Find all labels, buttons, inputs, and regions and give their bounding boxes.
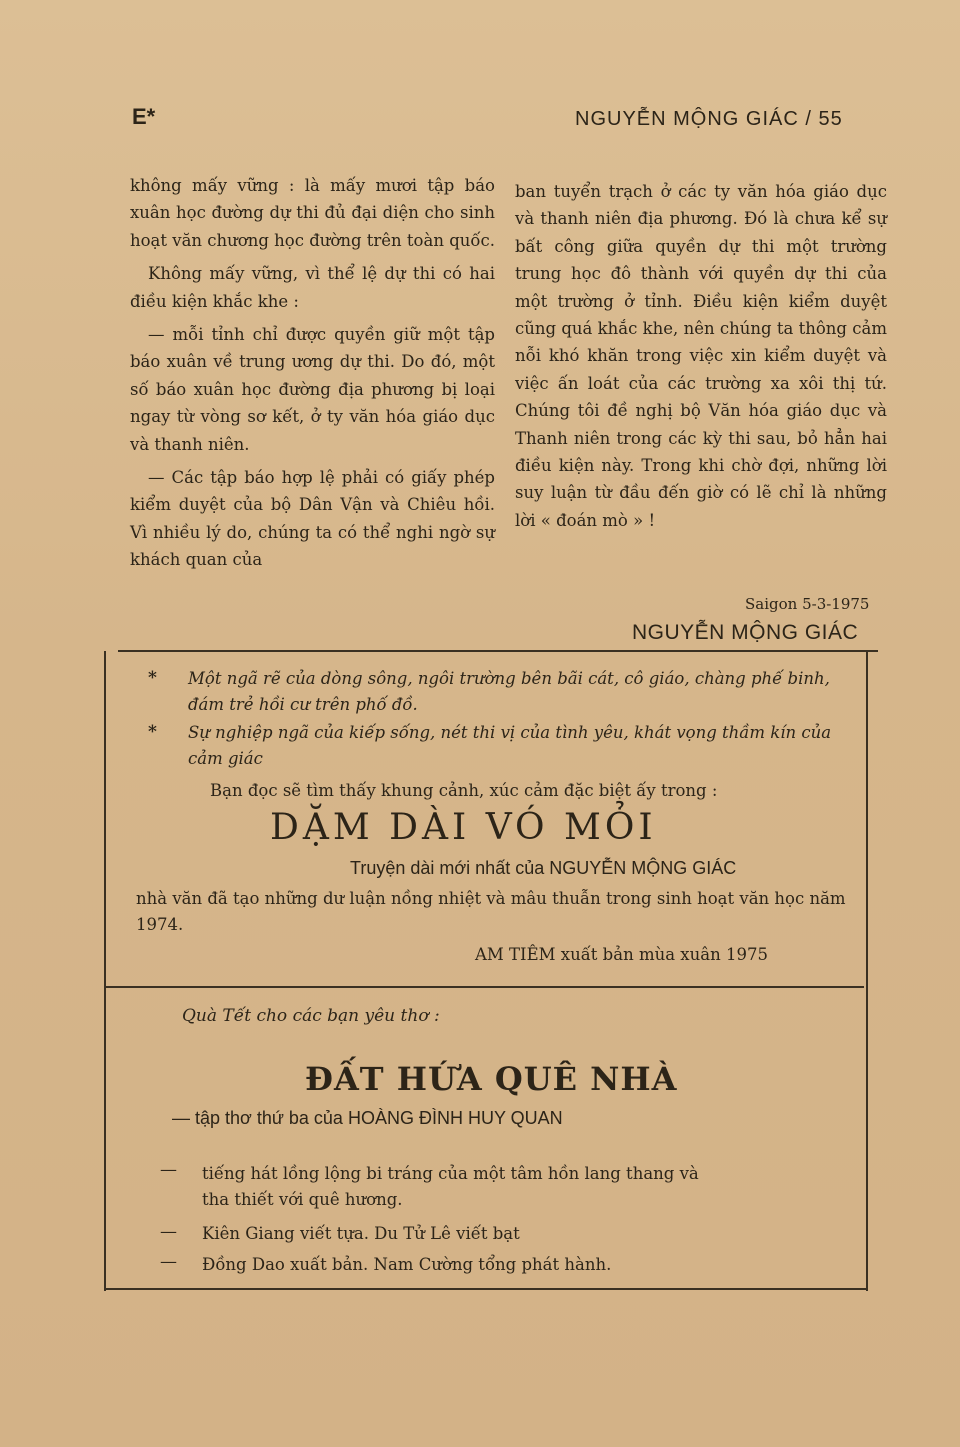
article-date: Saigon 5-3-1975 — [745, 595, 870, 613]
bullet-star-1: * — [148, 668, 157, 688]
ad2-line-2b: tha thiết với quê hương. — [202, 1190, 403, 1209]
left-paragraph-1: không mấy vững : là mấy mươi tập báo xuân học đường dự thi đủ đại diện cho sinh hoạt văn chương học đường trên toàn quốc. — [130, 176, 495, 250]
ad1-description: nhà văn đã tạo những dư luận nồng nhiệt và mâu thuẫn trong sinh hoạt văn học năm 1974. — [136, 889, 846, 934]
ad2-line-4: Đồng Dao xuất bản. Nam Cường tổng phát hành. — [202, 1255, 612, 1274]
book-title-dam-dai-vo-moi: DẶM DÀI VÓ MỎI — [270, 807, 657, 848]
left-paragraph-3: — mỗi tỉnh chỉ được quyền giữ một tập báo xuân về trung ương dự thi. Do đó, một số báo xuân học đường địa phương bị loại ngay từ vòng sơ kết, ở ty văn hóa giáo dục và thanh niên. — [130, 325, 495, 454]
dash-3: — — [160, 1222, 177, 1242]
ad2-line-2a: tiếng hát lồng lộng bi tráng của một tâm hồn lang thang và — [202, 1164, 699, 1183]
book-title-dat-hua-que-nha: ĐẤT HỨA QUÊ NHÀ — [305, 1060, 678, 1098]
left-paragraph-2: Không mấy vững, vì thể lệ dự thi có hai điều kiện khắc khe : — [130, 264, 495, 311]
header-left-mark: E* — [132, 104, 156, 129]
ad2-intro: Quà Tết cho các bạn yêu thơ : — [182, 1006, 440, 1026]
ad2-line-1: — tập thơ thứ ba của HOÀNG ĐÌNH HUY QUAN — [172, 1108, 563, 1128]
ad-divider-rule — [104, 986, 864, 988]
box-bottom-rule — [104, 1288, 866, 1290]
right-column — [515, 178, 887, 540]
right-paragraph-1: ban tuyển trạch ở các ty văn hóa giáo dục và thanh niên địa phương. Đó là chưa kể sự bất công giữa quyền dự thi một trường trung học đô thành với quyền dự thi của một trường ở tỉnh. Điều kiện kiểm duyệt cũng quá khắc khe, nên chúng ta thông cảm nỗi khó khăn trong việc xin kiểm duyệt và việc ấn loát của các trường xa xôi thị tứ. Chúng tôi đề nghị bộ Văn hóa giáo dục và Thanh niên trong các kỳ thi sau, bỏ hẳn hai điều kiện này. Trong khi chờ đợi, những lời suy luận từ đầu đến giờ có lẽ chỉ là những lời « đoán mò » ! — [515, 182, 887, 530]
bullet-star-2: * — [148, 722, 157, 742]
article-author: NGUYỄN MỘNG GIÁC — [632, 621, 859, 644]
ad1-publisher: AM TIÊM xuất bản mùa xuân 1975 — [475, 945, 768, 964]
ad2-line-3: Kiên Giang viết tựa. Du Tử Lê viết bạt — [202, 1224, 520, 1243]
running-title: NGUYỄN MỘNG GIÁC / 55 — [575, 108, 843, 130]
dash-4: — — [160, 1252, 177, 1272]
dash-2: — — [160, 1160, 177, 1180]
ad1-intro: Bạn đọc sẽ tìm thấy khung cảnh, xúc cảm đặc biệt ấy trong : — [210, 781, 718, 800]
ad1-bullet-1: Một ngã rẽ của dòng sông, ngôi trường bên bãi cát, cô giáo, chàng phế binh, đám trẻ hồi cư trên phố đồ. — [188, 669, 830, 714]
ad1-bullet-2: Sự nghiệp ngã của kiếp sống, nét thi vị của tình yêu, khát vọng thầm kín của cảm giác — [188, 723, 832, 768]
ad1-subtitle: Truyện dài mới nhất của NGUYỄN MỘNG GIÁC — [350, 858, 737, 878]
left-paragraph-4: — Các tập báo hợp lệ phải có giấy phép kiểm duyệt của bộ Dân Vận và Chiêu hồi. Vì nhiều lý do, chúng ta có thể nghi ngờ sự khách quan của — [130, 468, 495, 570]
left-column — [130, 172, 495, 580]
